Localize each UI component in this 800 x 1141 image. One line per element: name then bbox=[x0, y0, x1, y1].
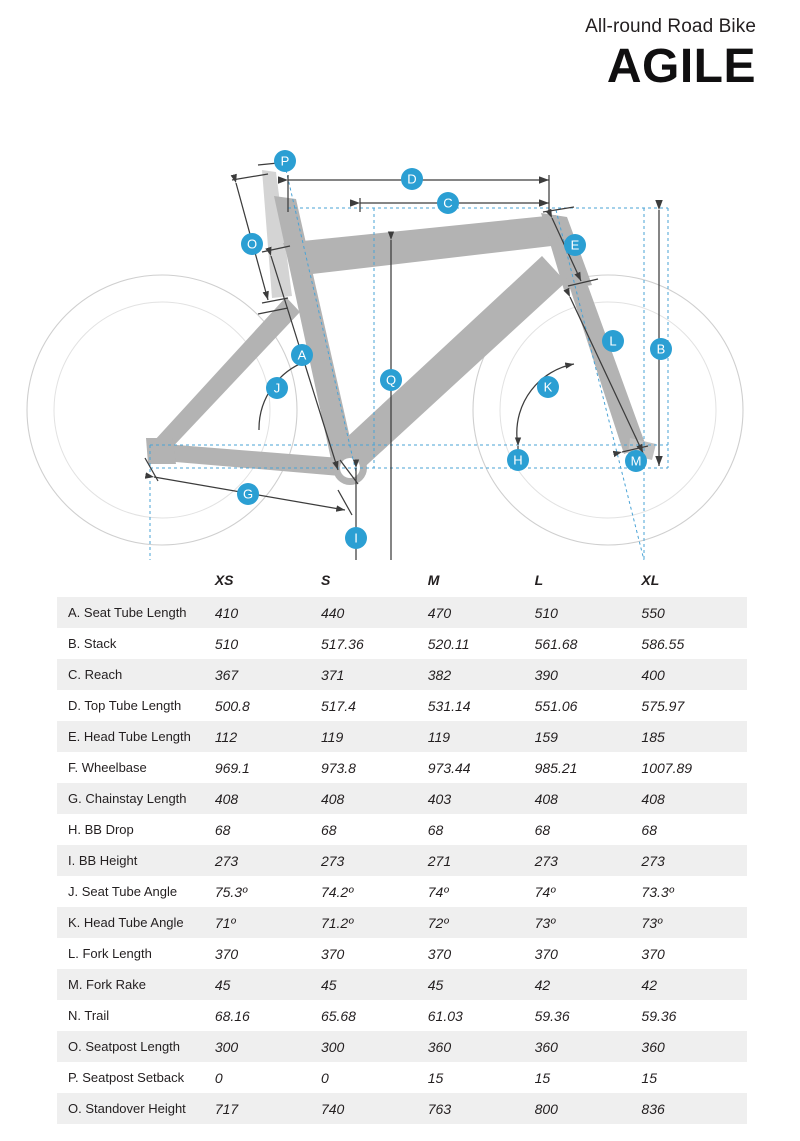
row-value-m: 382 bbox=[426, 659, 533, 690]
row-value-xs: 45 bbox=[213, 969, 319, 1000]
row-label: J. Seat Tube Angle bbox=[57, 876, 213, 907]
row-value-m: 520.11 bbox=[426, 628, 533, 659]
table-row bbox=[57, 1093, 747, 1124]
row-label: D. Top Tube Length bbox=[57, 690, 213, 721]
row-label: O. Standover Height bbox=[57, 1093, 213, 1124]
row-label: B. Stack bbox=[57, 628, 213, 659]
row-value-l: 73º bbox=[533, 907, 640, 938]
table-row bbox=[57, 969, 747, 1000]
row-label: H. BB Drop bbox=[57, 814, 213, 845]
table-row bbox=[57, 1062, 747, 1093]
row-value-xs: 969.1 bbox=[213, 752, 319, 783]
row-value-xl: 550 bbox=[639, 597, 747, 628]
row-value-s: 45 bbox=[319, 969, 426, 1000]
row-value-s: 74.2º bbox=[319, 876, 426, 907]
row-value-xl: 273 bbox=[639, 845, 747, 876]
row-value-xs: 408 bbox=[213, 783, 319, 814]
row-value-l: 59.36 bbox=[533, 1000, 640, 1031]
row-label: A. Seat Tube Length bbox=[57, 597, 213, 628]
row-value-xl: 73.3º bbox=[639, 876, 747, 907]
row-value-xl: 575.97 bbox=[639, 690, 747, 721]
row-label: O. Seatpost Length bbox=[57, 1031, 213, 1062]
row-value-m: 119 bbox=[426, 721, 533, 752]
row-value-s: 973.8 bbox=[319, 752, 426, 783]
row-value-l: 800 bbox=[533, 1093, 640, 1124]
callout-badge-K[interactable] bbox=[537, 376, 559, 398]
row-value-xl: 408 bbox=[639, 783, 747, 814]
row-value-xl: 185 bbox=[639, 721, 747, 752]
callout-label-Q: Q bbox=[385, 372, 397, 388]
row-value-s: 517.36 bbox=[319, 628, 426, 659]
bike-frame-silhouette bbox=[146, 170, 656, 485]
row-value-l: 360 bbox=[533, 1031, 640, 1062]
row-value-l: 273 bbox=[533, 845, 640, 876]
row-value-s: 440 bbox=[319, 597, 426, 628]
table-header-m: M bbox=[426, 563, 533, 597]
table-row bbox=[57, 1031, 747, 1062]
table-row bbox=[57, 628, 747, 659]
row-value-l: 370 bbox=[533, 938, 640, 969]
row-label: G. Chainstay Length bbox=[57, 783, 213, 814]
callout-label-D: D bbox=[407, 171, 417, 187]
row-value-xs: 510 bbox=[213, 628, 319, 659]
callout-label-O: O bbox=[246, 236, 258, 252]
row-value-s: 370 bbox=[319, 938, 426, 969]
callout-label-C: C bbox=[443, 195, 453, 211]
arc-K bbox=[517, 364, 574, 438]
row-value-xs: 0 bbox=[213, 1062, 319, 1093]
row-value-xs: 300 bbox=[213, 1031, 319, 1062]
row-value-m: 470 bbox=[426, 597, 533, 628]
table-row bbox=[57, 876, 747, 907]
table-row bbox=[57, 907, 747, 938]
row-value-xl: 59.36 bbox=[639, 1000, 747, 1031]
rear-wheel-icon bbox=[27, 275, 297, 545]
row-value-m: 74º bbox=[426, 876, 533, 907]
row-value-xl: 836 bbox=[639, 1093, 747, 1124]
callout-label-H: H bbox=[513, 452, 523, 468]
table-row bbox=[57, 814, 747, 845]
row-value-xs: 370 bbox=[213, 938, 319, 969]
table-row bbox=[57, 845, 747, 876]
row-label: N. Trail bbox=[57, 1000, 213, 1031]
row-value-xl: 15 bbox=[639, 1062, 747, 1093]
row-label: K. Head Tube Angle bbox=[57, 907, 213, 938]
row-value-xl: 586.55 bbox=[639, 628, 747, 659]
table-row bbox=[57, 938, 747, 969]
row-value-l: 561.68 bbox=[533, 628, 640, 659]
row-label: F. Wheelbase bbox=[57, 752, 213, 783]
callout-label-L: L bbox=[609, 333, 617, 349]
callout-badge-M[interactable] bbox=[625, 450, 647, 472]
callout-label-I: I bbox=[354, 530, 358, 546]
table-row bbox=[57, 783, 747, 814]
row-value-l: 510 bbox=[533, 597, 640, 628]
row-value-m: 61.03 bbox=[426, 1000, 533, 1031]
callout-badge-A[interactable] bbox=[291, 344, 313, 366]
row-value-s: 65.68 bbox=[319, 1000, 426, 1031]
callout-label-G: G bbox=[242, 486, 254, 502]
callout-badge-H[interactable] bbox=[507, 449, 529, 471]
callout-badge-O[interactable] bbox=[241, 233, 263, 255]
table-header-s: S bbox=[319, 563, 426, 597]
row-label: I. BB Height bbox=[57, 845, 213, 876]
row-value-s: 119 bbox=[319, 721, 426, 752]
row-value-m: 360 bbox=[426, 1031, 533, 1062]
callout-label-E: E bbox=[570, 237, 580, 253]
row-value-l: 159 bbox=[533, 721, 640, 752]
row-value-xs: 410 bbox=[213, 597, 319, 628]
row-value-s: 300 bbox=[319, 1031, 426, 1062]
callout-badge-Q[interactable] bbox=[380, 369, 402, 391]
dim-L bbox=[570, 297, 643, 453]
row-value-s: 371 bbox=[319, 659, 426, 690]
table-row bbox=[57, 597, 747, 628]
row-value-m: 403 bbox=[426, 783, 533, 814]
table-header-spacer bbox=[57, 563, 213, 597]
row-label: C. Reach bbox=[57, 659, 213, 690]
bike-model-title: AGILE bbox=[606, 39, 756, 93]
row-value-s: 517.4 bbox=[319, 690, 426, 721]
row-value-xl: 42 bbox=[639, 969, 747, 1000]
row-value-xl: 360 bbox=[639, 1031, 747, 1062]
row-value-xs: 75.3º bbox=[213, 876, 319, 907]
row-value-xs: 68 bbox=[213, 814, 319, 845]
row-value-m: 370 bbox=[426, 938, 533, 969]
callout-badge-D[interactable] bbox=[401, 168, 423, 190]
callout-label-M: M bbox=[630, 453, 642, 469]
table-header-l: L bbox=[533, 563, 640, 597]
callout-badge-C[interactable] bbox=[437, 192, 459, 214]
row-label: P. Seatpost Setback bbox=[57, 1062, 213, 1093]
row-value-s: 0 bbox=[319, 1062, 426, 1093]
row-value-m: 531.14 bbox=[426, 690, 533, 721]
callout-label-A: A bbox=[297, 347, 307, 363]
row-value-s: 68 bbox=[319, 814, 426, 845]
table-row bbox=[57, 752, 747, 783]
row-value-s: 408 bbox=[319, 783, 426, 814]
callout-badge-L[interactable] bbox=[602, 330, 624, 352]
table-header-xl: XL bbox=[639, 563, 747, 597]
table-header bbox=[57, 563, 747, 597]
row-value-xs: 273 bbox=[213, 845, 319, 876]
geometry-table bbox=[57, 563, 747, 1124]
callout-badge-P[interactable] bbox=[274, 150, 296, 172]
row-value-xl: 400 bbox=[639, 659, 747, 690]
row-value-l: 390 bbox=[533, 659, 640, 690]
row-value-xs: 717 bbox=[213, 1093, 319, 1124]
row-value-s: 71.2º bbox=[319, 907, 426, 938]
callout-label-J: J bbox=[273, 380, 281, 396]
row-value-xs: 112 bbox=[213, 721, 319, 752]
table-body bbox=[57, 597, 747, 1124]
row-value-l: 985.21 bbox=[533, 752, 640, 783]
bike-category-subtitle: All-round Road Bike bbox=[585, 16, 756, 37]
row-value-l: 68 bbox=[533, 814, 640, 845]
callout-badge-G[interactable] bbox=[237, 483, 259, 505]
bike-geometry-diagram bbox=[0, 60, 800, 560]
row-value-m: 763 bbox=[426, 1093, 533, 1124]
table-row bbox=[57, 659, 747, 690]
row-value-xs: 71º bbox=[213, 907, 319, 938]
row-value-xl: 68 bbox=[639, 814, 747, 845]
callout-label-P: P bbox=[280, 153, 290, 169]
row-value-m: 68 bbox=[426, 814, 533, 845]
dimension-lines bbox=[145, 163, 664, 560]
table-row bbox=[57, 721, 747, 752]
row-value-l: 408 bbox=[533, 783, 640, 814]
row-value-l: 74º bbox=[533, 876, 640, 907]
table-header-xs: XS bbox=[213, 563, 319, 597]
row-value-m: 72º bbox=[426, 907, 533, 938]
row-value-m: 271 bbox=[426, 845, 533, 876]
callout-badge-J[interactable] bbox=[266, 377, 288, 399]
row-value-xs: 500.8 bbox=[213, 690, 319, 721]
row-value-m: 15 bbox=[426, 1062, 533, 1093]
callout-badge-B[interactable] bbox=[650, 338, 672, 360]
row-value-s: 740 bbox=[319, 1093, 426, 1124]
row-value-xs: 367 bbox=[213, 659, 319, 690]
row-value-l: 15 bbox=[533, 1062, 640, 1093]
table-header-row bbox=[57, 563, 747, 597]
table-row bbox=[57, 1000, 747, 1031]
row-value-xl: 1007.89 bbox=[639, 752, 747, 783]
row-value-m: 45 bbox=[426, 969, 533, 1000]
row-value-s: 273 bbox=[319, 845, 426, 876]
row-label: E. Head Tube Length bbox=[57, 721, 213, 752]
row-value-l: 551.06 bbox=[533, 690, 640, 721]
callout-badge-E[interactable] bbox=[564, 234, 586, 256]
callout-badge-I[interactable] bbox=[345, 527, 367, 549]
row-value-xl: 370 bbox=[639, 938, 747, 969]
row-value-m: 973.44 bbox=[426, 752, 533, 783]
callout-label-K: K bbox=[543, 379, 553, 395]
row-label: L. Fork Length bbox=[57, 938, 213, 969]
table-row bbox=[57, 690, 747, 721]
row-label: M. Fork Rake bbox=[57, 969, 213, 1000]
row-value-xs: 68.16 bbox=[213, 1000, 319, 1031]
row-value-xl: 73º bbox=[639, 907, 747, 938]
row-value-l: 42 bbox=[533, 969, 640, 1000]
callout-label-B: B bbox=[656, 341, 666, 357]
